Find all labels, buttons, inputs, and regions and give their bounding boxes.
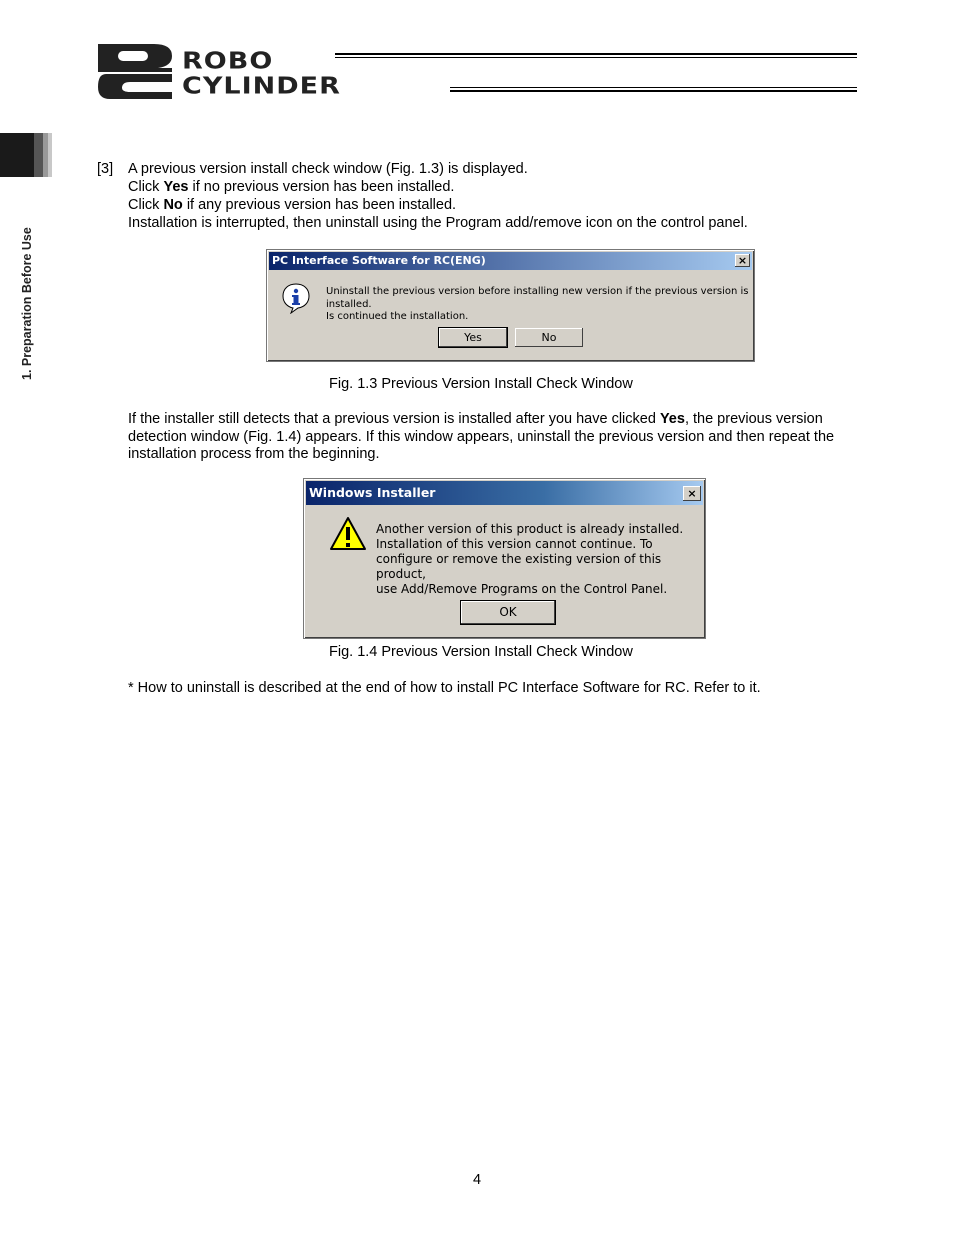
header-rule-bottom-1 bbox=[450, 87, 857, 88]
dialog-title: PC Interface Software for RC(ENG) bbox=[272, 254, 486, 267]
paragraph-post: , the previous version detection window (Fig. 1.4) appears. If this window appears, uninstall the previous version and then repeat the installation process from the beginning. bbox=[128, 411, 835, 462]
detection-paragraph bbox=[128, 411, 848, 464]
robo-cylinder-logo bbox=[96, 42, 441, 102]
header-rule-top-1 bbox=[335, 53, 857, 55]
warning-icon bbox=[329, 516, 367, 552]
close-icon[interactable]: × bbox=[683, 486, 701, 501]
step-line-2-bold: Yes bbox=[163, 179, 189, 195]
logo-text-robo: ROBO bbox=[182, 48, 274, 75]
step-line-3-bold: No bbox=[163, 197, 183, 213]
paragraph-bold: Yes bbox=[659, 411, 685, 427]
ok-button[interactable]: OK bbox=[460, 600, 556, 625]
dialog-titlebar bbox=[269, 252, 752, 270]
step-line-2-post: if no previous version has been installed. bbox=[188, 179, 455, 195]
dialog-title: Windows Installer bbox=[309, 485, 436, 500]
no-button[interactable]: No bbox=[514, 327, 584, 348]
chapter-tab-block bbox=[0, 133, 57, 177]
fig-1-4-caption: Fig. 1.4 Previous Version Install Check Window bbox=[329, 644, 633, 660]
step-line-3-post: if any previous version has been installed. bbox=[182, 197, 457, 213]
dialog-message-line-1: Another version of this product is already installed. bbox=[376, 522, 684, 536]
rc-logo-mark bbox=[96, 42, 176, 100]
step-line-2 bbox=[128, 178, 454, 196]
dialog-titlebar bbox=[306, 481, 703, 505]
page-number: 4 bbox=[472, 1172, 482, 1188]
dialog-message-line-1: Uninstall the previous version before installing new version if the previous version is installed. bbox=[326, 286, 749, 310]
step-line-2-pre: Click bbox=[128, 179, 164, 195]
step-line-1: A previous version install check window (Fig. 1.3) is displayed. bbox=[128, 161, 528, 177]
step-number: [3] bbox=[97, 161, 114, 177]
step-line-3 bbox=[128, 196, 456, 214]
header-rule-top-2 bbox=[335, 57, 857, 58]
fig-1-3-caption: Fig. 1.3 Previous Version Install Check Window bbox=[329, 376, 633, 392]
chapter-side-label: 1. Preparation Before Use bbox=[20, 227, 34, 380]
paragraph-pre: If the installer still detects that a previous version is installed after you have clicked bbox=[128, 411, 660, 427]
dialog-message-line-2: Installation of this version cannot continue. To bbox=[376, 537, 653, 551]
dialog-message-line-3: configure or remove the existing version of this product, bbox=[376, 552, 662, 581]
dialog-message bbox=[376, 522, 705, 597]
logo-text-cylinder: CYLINDER bbox=[182, 73, 341, 100]
windows-installer-dialog bbox=[303, 478, 706, 639]
previous-version-dialog bbox=[266, 249, 755, 362]
dialog-message bbox=[326, 286, 754, 324]
dialog-message-line-2: Is continued the installation. bbox=[326, 311, 469, 322]
uninstall-note: * How to uninstall is described at the end of how to install PC Interface Software for RC. Refer to it. bbox=[128, 680, 761, 696]
dialog-message-line-4: use Add/Remove Programs on the Control Panel. bbox=[376, 582, 668, 596]
info-icon bbox=[281, 282, 311, 314]
header-rule-bottom-2 bbox=[450, 90, 857, 92]
yes-button[interactable]: Yes bbox=[438, 327, 508, 348]
close-icon[interactable]: × bbox=[735, 254, 750, 267]
step-line-4: Installation is interrupted, then uninstall using the Program add/remove icon on the control panel. bbox=[128, 215, 748, 231]
step-line-3-pre: Click bbox=[128, 197, 164, 213]
